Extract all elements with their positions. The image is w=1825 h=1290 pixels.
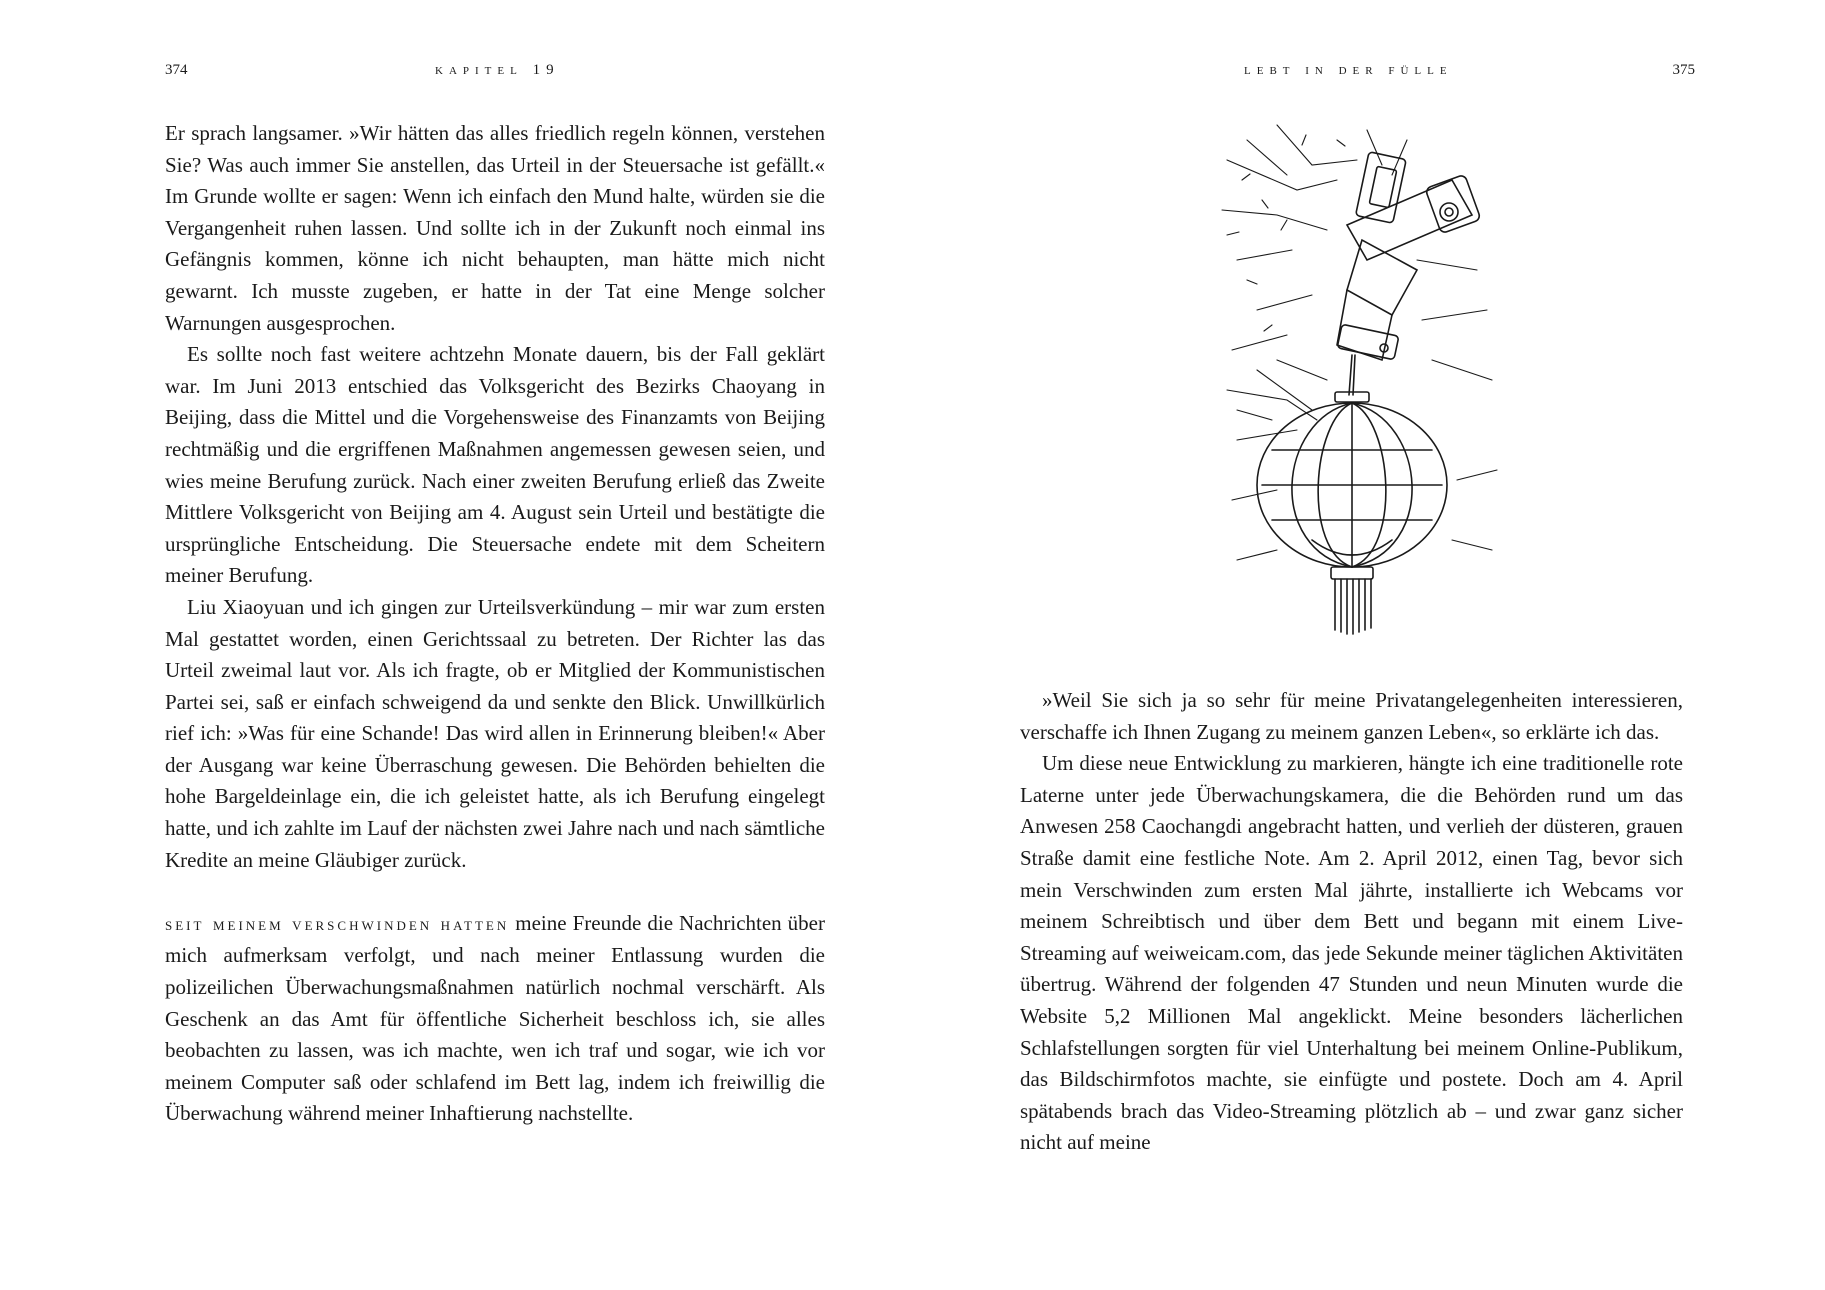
body-text bbox=[165, 118, 825, 1130]
body-text bbox=[1020, 685, 1683, 1159]
paragraph: »Weil Sie sich ja so sehr für meine Privatangelegenheiten interessieren, verschaffe ich Ihnen Zugang zu meinem ganzen Leben«, so erklärte ich das. bbox=[1020, 688, 1683, 744]
page-number: 375 bbox=[1672, 62, 1695, 78]
running-head: kapitel 19 bbox=[435, 62, 560, 78]
running-head: lebt in der fülle bbox=[1244, 62, 1453, 78]
lantern-drawing bbox=[1257, 392, 1447, 634]
section-paragraph bbox=[165, 908, 825, 1130]
paragraph: Es sollte noch fast weitere achtzehn Monate dauern, bis der Fall geklärt war. Im Juni 2013 entschied das Volksgericht des Bezirks Chaoyang in Beijing, dass die Mittel und die Vorgehensweise des Finanzamts von Beijing rechtmäßig und die ergriffenen Maßnahmen angemessen gewesen seien, und wies meine Berufung zurück. Nach einer zweiten Berufung erließ das Zweite Mittlere Volksgericht von Beijing am 4. August sein Urteil und bestätigte die ursprüngliche Entscheidung. Die Steuersache endete mit dem Scheitern meiner Berufung. bbox=[165, 342, 825, 588]
lantern-illustration bbox=[1217, 120, 1507, 640]
left-page bbox=[0, 0, 912, 1290]
paragraph: Er sprach langsamer. »Wir hätten das alles friedlich regeln können, verstehen Sie? Was auch immer Sie anstellen, das Urteil in der Steuersache ist gefällt.« Im Grunde wollte er sagen: Wenn ich einfach den Mund halte, würden sie die Vergangenheit ruhen lassen. Und sollte ich in der Zukunft noch einmal ins Gefängnis kommen, könne ich nicht behaupten, man hätte mich nicht gewarnt. Ich musste zugeben, er hatte in der Tat eine Menge solcher Warnungen ausgesprochen. bbox=[165, 121, 825, 335]
right-page bbox=[912, 0, 1825, 1290]
section-lead-smallcaps: seit meinem verschwinden hatten bbox=[165, 913, 510, 935]
cord-drawing bbox=[1349, 355, 1355, 395]
paragraph: Um diese neue Entwicklung zu markieren, hängte ich eine traditionelle rote Laterne unter jede Überwachungskamera, die die Behörden rund um das Anwesen 258 Caochangdi angebracht hatten, und verlieh der düsteren, grauen Straße damit eine festliche Note. Am 2. April 2012, einen Tag, bevor sich mein Verschwinden zum ersten Mal jährte, installierte ich Webcams vor meinem Schreibtisch und über dem Bett und begann mit einem Live-Streaming auf weiweicam.com, das jede Sekunde meiner täglichen Aktivitäten übertrug. Während der folgenden 47 Stunden und neun Minuten wurde die Website 5,2 Millionen Mal angeklickt. Meine besonders lächerlichen Schlafstellungen sorgten für viel Unterhaltung bei meinem Online-Publikum, das Bildschirmfotos machte, sie einfügte und postete. Doch am 4. April spätabends brach das Video-Streaming plötzlich ab – und zwar ganz sicher nicht auf meine bbox=[1020, 751, 1683, 1155]
branches-drawing bbox=[1222, 125, 1497, 560]
page-number: 374 bbox=[165, 62, 188, 78]
paragraph: Liu Xiaoyuan und ich gingen zur Urteilsverkündung – mir war zum ersten Mal gestattet worden, einen Gerichtssaal zu betreten. Der Richter las das Urteil zweimal laut vor. Als ich fragte, ob er Mitglied der Kommunistischen Partei sei, saß er einfach schweigend da und senkte den Blick. Unwillkürlich rief ich: »Was für eine Schande! Das wird allen in Erinnerung bleiben!« Aber der Ausgang war keine Überraschung gewesen. Die Behörden behielten die hohe Bargeldeinlage ein, die ich geleistet hatte, als ich Berufung eingelegt hatte, und ich zahlte im Lauf der nächsten zwei Jahre nach und nach sämtliche Kredite an meine Gläubiger zurück. bbox=[165, 594, 825, 872]
section-text: meine Freunde die Nachrichten über mich aufmerksam verfolgt, und nach meiner Entlassung wurden die polizeilichen Überwachungsmaßnahmen natürlich nochmal verschärft. Als Geschenk an das Amt für öffentliche Sicherheit beschloss ich, sie alles beobachten zu lassen, was ich machte, wen ich traf und sogar, wie ich vor meinem Computer saß oder schlafend im Bett lag, indem ich freiwillig die Überwachung während meiner Inhaftierung nachstellte. bbox=[165, 910, 825, 1126]
surveillance-camera-drawing bbox=[1337, 152, 1481, 360]
